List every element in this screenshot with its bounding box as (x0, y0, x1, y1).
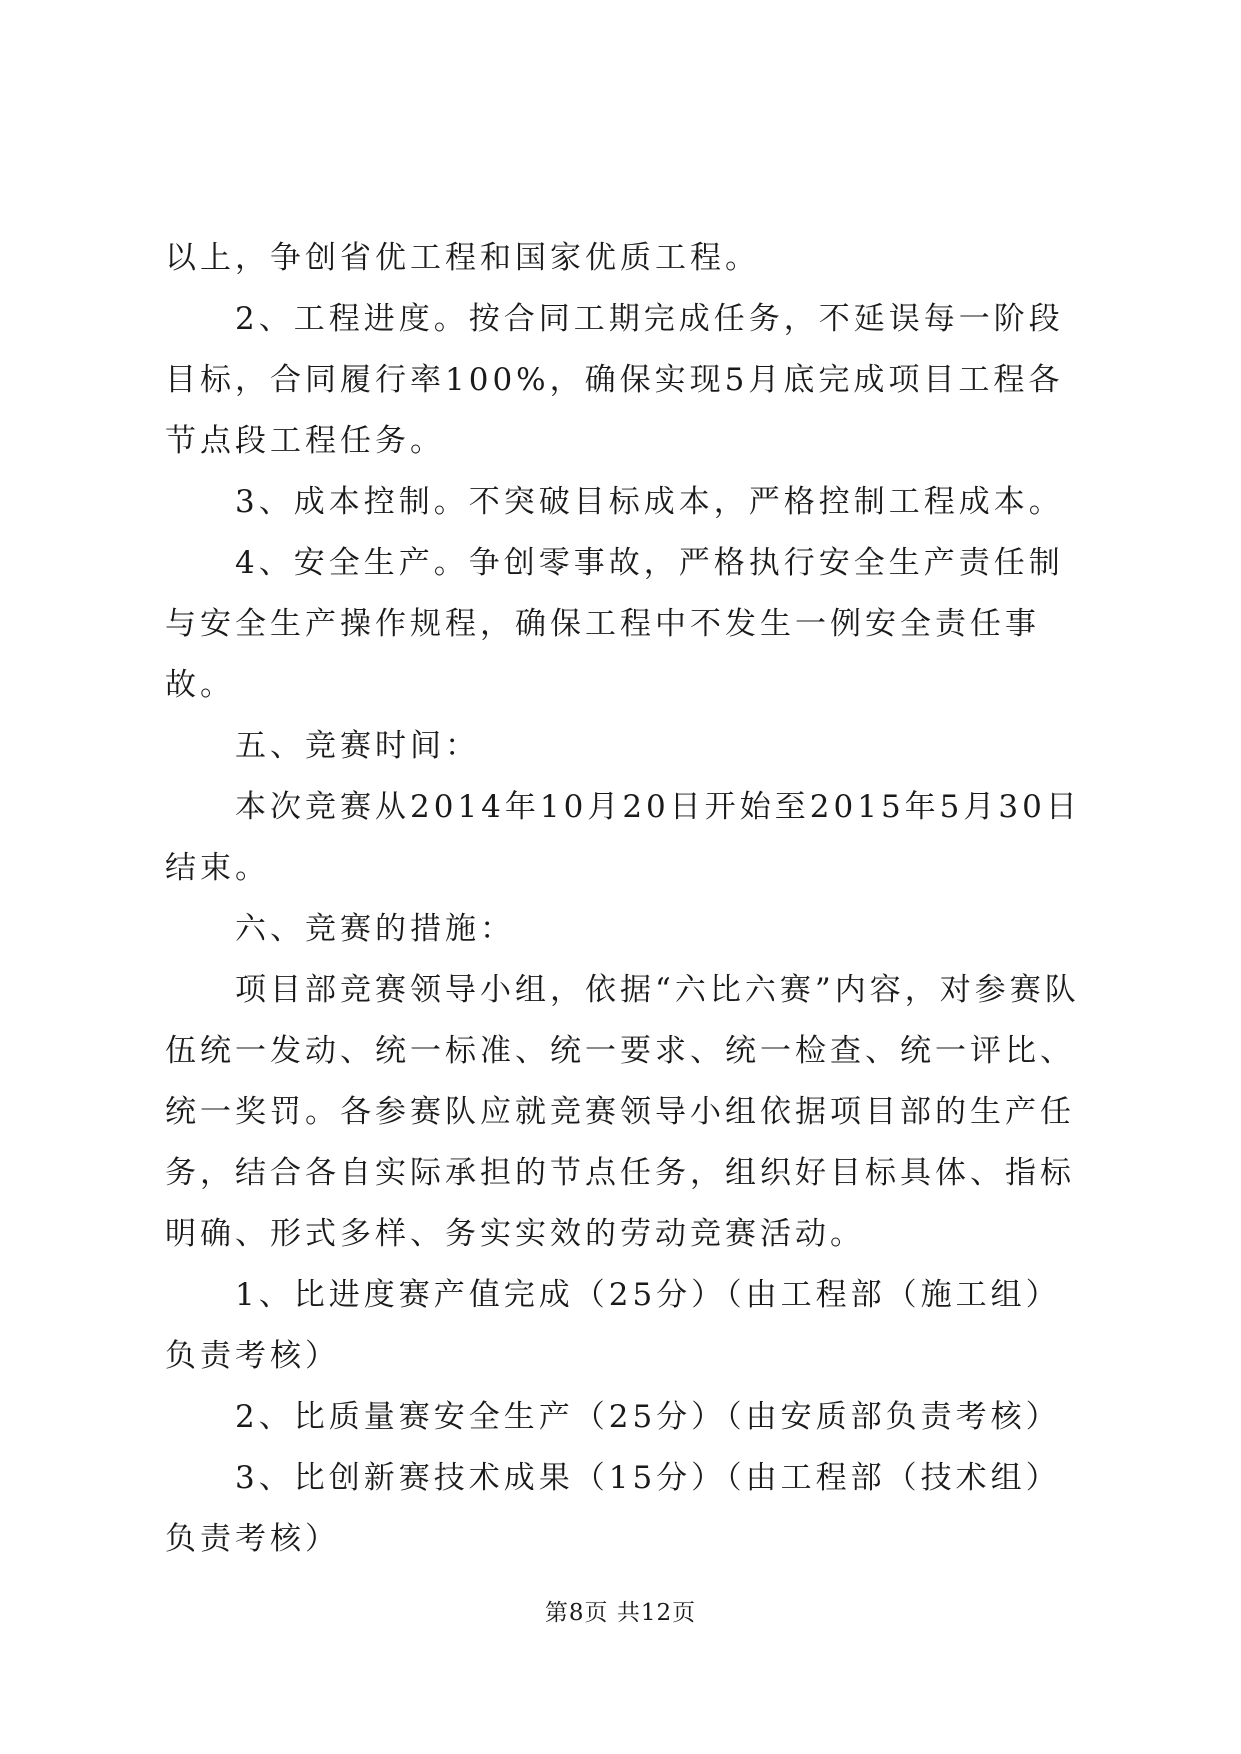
heading-competition-time: 五、竞赛时间： (235, 728, 480, 764)
paragraph-safety: 4、安全生产。争创零事故，严格执行安全生产责任制与安全生产操作规程，确保工程中不发生一例安全责任事故。 (165, 545, 1064, 703)
list-item-progress: 1、比进度赛产值完成（25分）（由工程部（施工组）负责考核） (165, 1277, 1061, 1374)
page-number-footer: 第8页 共12页 (544, 1600, 697, 1626)
list-item-quality: 2、比质量赛安全生产（25分）（由安质部负责考核） (235, 1399, 1061, 1435)
paragraph-measures-detail: 项目部竞赛领导小组，依据“六比六赛”内容，对参赛队伍统一发动、统一标准、统一要求、统一检查、统一评比、统一奖罚。各参赛队应就竞赛领导小组依据项目部的生产任务，结合各自实际承担的节点任务，组织好目标具体、指标明确、形式多样、务实实效的劳动竞赛活动。 (165, 972, 1080, 1252)
paragraph-continuation: 以上，争创省优工程和国家优质工程。 (165, 240, 760, 276)
paragraph-cost-control: 3、成本控制。不突破目标成本，严格控制工程成本。 (235, 484, 1064, 520)
paragraph-competition-period: 本次竞赛从2014年10月20日开始至2015年5月30日结束。 (165, 789, 1081, 886)
document-body (165, 228, 1087, 1570)
heading-competition-measures: 六、竞赛的措施： (235, 911, 515, 947)
list-item-innovation: 3、比创新赛技术成果（15分）（由工程部（技术组）负责考核） (165, 1460, 1061, 1557)
paragraph-schedule-goal: 2、工程进度。按合同工期完成任务，不延误每一阶段目标，合同履行率100%，确保实现5月底完成项目工程各节点段工程任务。 (165, 301, 1064, 459)
